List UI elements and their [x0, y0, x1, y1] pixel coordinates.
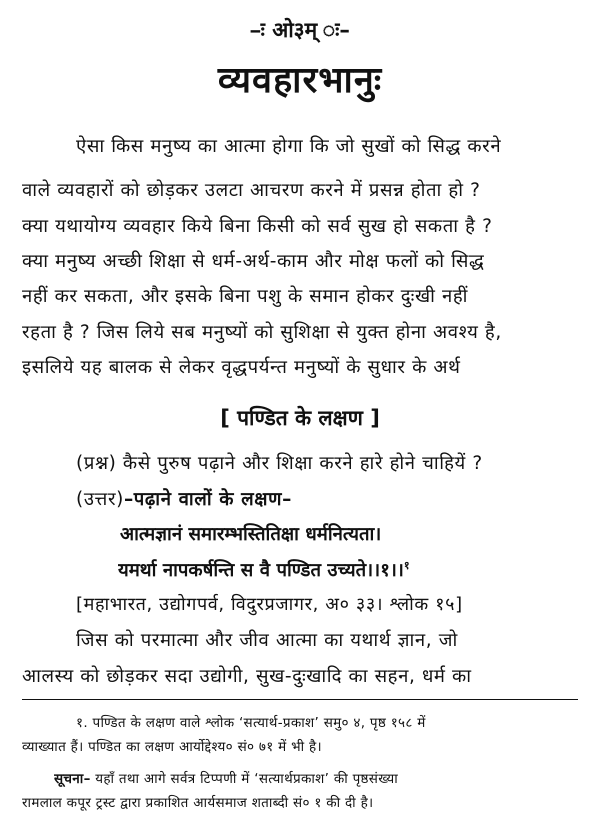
notice-text: यहाँ तथा आगे सर्वत्र टिप्पणी में ‘सत्यार्थप्रकाश’ की पृष्ठसंख्या	[90, 771, 399, 787]
intro-line-3: क्या यथायोग्य व्यवहार किये बिना किसी को सर्व सुख हो सकता है ?	[22, 216, 493, 237]
footnote-1-line-1: १. पण्डित के लक्षण वाले श्लोक ‘सत्यार्थ-प्रकाश’ समु० ४, पृष्ठ १५८ में	[76, 715, 426, 731]
notice-label: सूचना–	[54, 771, 91, 787]
verse-text: यमर्था नापकर्षन्ति स वै पण्डित उच्यते।।१।।	[118, 560, 404, 581]
intro-line-1: ऐसा किस मनुष्य का आत्मा होगा कि जो सुखों को सिद्ध करने	[76, 136, 502, 157]
footnote-divider	[22, 699, 578, 700]
notice-line-1	[54, 769, 578, 787]
answer-label: (उत्तर)	[76, 489, 124, 510]
verse-line-2	[118, 557, 578, 582]
notice-line-2: रामलाल कपूर ट्रस्ट द्वारा प्रकाशित आर्यसमाज शताब्दी सं० १ की दी है।	[22, 795, 374, 811]
intro-line-2: वाले व्यवहारों को छोड़कर उलटा आचरण करने में प्रसन्न होता हो ?	[22, 180, 481, 201]
intro-line-4: क्या मनुष्य अच्छी शिक्षा से धर्म-अर्थ-काम और मोक्ष फलों को सिद्ध	[22, 251, 485, 272]
verse-line-1: आत्मज्ञानं समारम्भस्तितिक्षा धर्मनित्यता।	[120, 524, 382, 545]
section-heading: [ पण्डित के लक्षण ]	[220, 406, 380, 430]
question-line: (प्रश्न) कैसे पुरुष पढ़ाने और शिक्षा करने हारे होने चाहियें ?	[76, 453, 483, 474]
invocation-heading: –ः ओ३म् ः–	[250, 18, 350, 42]
continuation-line-1: जिस को परमात्मा और जीव आत्मा का यथार्थ ज्ञान, जो	[76, 630, 458, 651]
footnote-1-line-2: व्याख्यात हैं। पण्डित का लक्षण आर्योद्देश्य० सं० ७१ में भी है।	[22, 739, 322, 755]
answer-text: –पढ़ाने वालों के लक्षण–	[123, 489, 292, 510]
answer-line	[76, 486, 578, 511]
intro-line-6: रहता है ? जिस लिये सब मनुष्यों को सुशिक्षा से युक्त होना अवश्य है,	[22, 322, 502, 343]
intro-line-5: नहीं कर सकता, और इसके बिना पशु के समान होकर दुःखी नहीं	[22, 286, 469, 307]
verse-citation: [महाभारत, उद्योगपर्व, विदुरप्रजागर, अ० ३३। श्लोक १५]	[76, 594, 463, 615]
footnote-marker: १	[403, 558, 410, 572]
intro-line-7: इसलिये यह बालक से लेकर वृद्धपर्यन्त मनुष्यों के सुधार के अर्थ	[22, 357, 461, 378]
page-title: व्यवहारभानुः	[217, 60, 383, 101]
continuation-line-2: आलस्य को छोड़कर सदा उद्योगी, सुख-दुःखादि का सहन, धर्म का	[22, 666, 472, 687]
